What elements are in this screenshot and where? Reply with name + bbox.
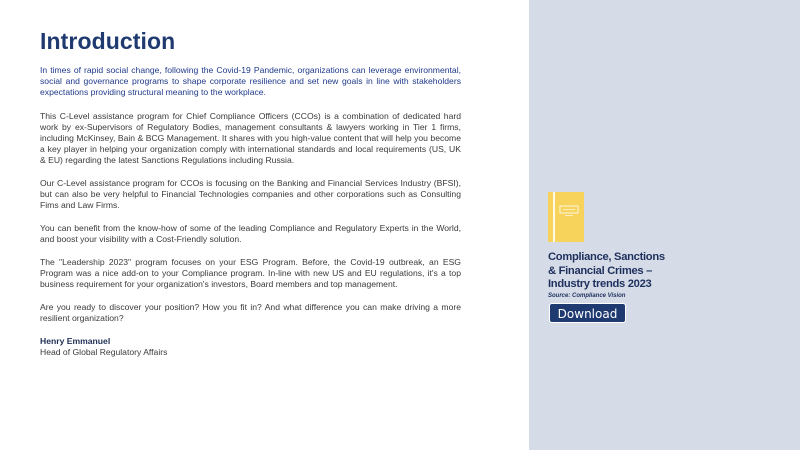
signature-name: Henry Emmanuel <box>40 336 111 346</box>
report-title <box>548 251 698 292</box>
page-title: Introduction <box>40 28 176 54</box>
body-paragraph: You can benefit from the know-how of some of the leading Compliance and Regulatory Experts in the World, and boost your visibility with a Cost-Friendly solution. <box>40 223 461 244</box>
download-button[interactable]: Download <box>549 303 626 323</box>
signature-role: Head of Global Regulatory Affairs <box>40 347 168 357</box>
report-title-line: Compliance, Sanctions <box>548 251 665 263</box>
signature <box>40 336 461 358</box>
report-title-line: & Financial Crimes – <box>548 264 653 277</box>
body-paragraph: This C-Level assistance program for Chief Compliance Officers (CCOs) is a combination of dedicated hard work by ex-Supervisors of Regulatory Bodies, management consultants & lawyers working in Tier 1 firms, including McKinsey, Bain & BCG Management. It shares with you high-value content that will help you become a key player in helping your organization comply with international standards and local requirements (US, UK & EU) regarding the latest Sanctions Regulations including Russia. <box>40 111 461 165</box>
book-icon <box>548 192 584 242</box>
body-paragraph: Our C-Level assistance program for CCOs is focusing on the Banking and Financial Services Industry (BFSI), but can also be very helpful to Financial Technologies companies and other corporations such as Consulting Fims and Law Firms. <box>40 178 461 210</box>
report-title-line: Industry trends 2023 <box>548 278 652 290</box>
intro-paragraph: In times of rapid social change, following the Covid-19 Pandemic, organizations can leverage environmental, social and governance programs to shape corporate resilience and set new goals in line with stakeholders expectations providing structural meaning to the workplace. <box>40 65 461 97</box>
body-paragraph: Are you ready to discover your position? How you fit in? And what difference you can make driving a more resilient organization? <box>40 302 461 323</box>
report-source: Source: Compliance Vision <box>548 293 626 299</box>
body-paragraph: The "Leadership 2023" program focuses on your ESG Program. Before, the Covid-19 outbreak, an ESG Program was a nice add-on to your Compliance program. In-line with new US and EU regulations, it's a top business requirement for your organization's investors, Board members and top management. <box>40 257 461 289</box>
content-column <box>40 28 461 358</box>
sidebar <box>529 0 800 450</box>
